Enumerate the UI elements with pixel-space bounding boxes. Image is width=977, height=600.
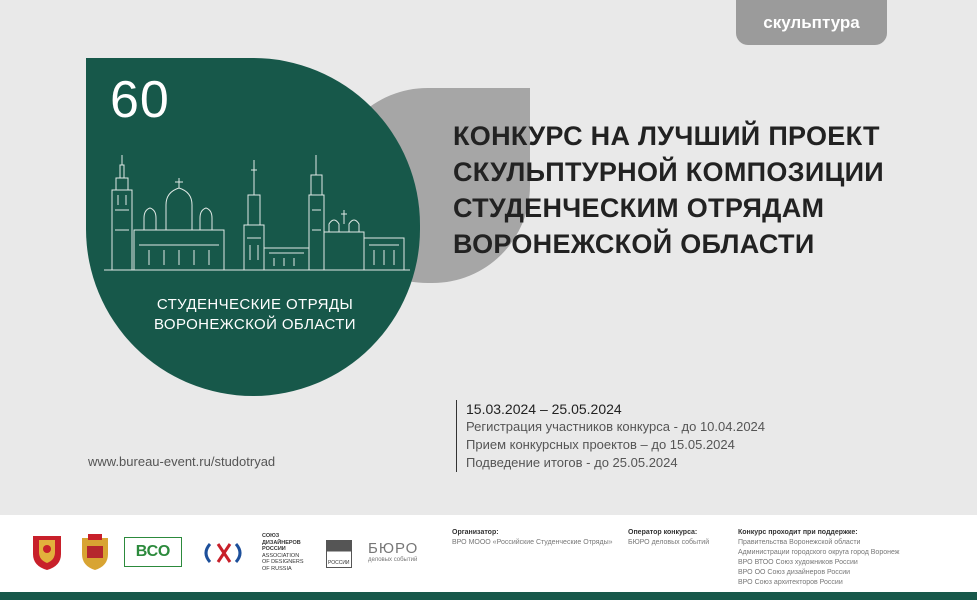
category-badge: скульптура	[736, 0, 887, 45]
vso-logo: ВСО	[124, 537, 182, 567]
footer-stripe	[0, 592, 977, 600]
emblem-subtitle-line1: СТУДЕНЧЕСКИЕ ОТРЯДЫ	[156, 296, 354, 313]
voronezh-skyline-icon	[104, 150, 410, 275]
contest-period: 15.03.2024 – 25.05.2024	[466, 401, 622, 417]
headline-line: ВОРОНЕЖСКОЙ ОБЛАСТИ	[453, 229, 815, 259]
buro-logo: БЮРО деловых событий	[368, 540, 419, 563]
emblem-subtitle	[120, 295, 390, 335]
date-item: Прием конкурсных проектов – до 15.05.2024	[466, 437, 735, 452]
dates-block	[456, 400, 765, 472]
contest-headline	[453, 118, 953, 262]
anniversary-number: 60	[110, 71, 170, 129]
organizer-info: Организатор: ВРО МООО «Российские Студенческие Отряды»	[452, 529, 613, 546]
voronezh-region-coat-of-arms-icon	[27, 532, 67, 572]
voronezh-city-coat-of-arms-icon	[78, 532, 112, 572]
date-item: Регистрация участников конкурса - до 10.04.2024	[466, 419, 766, 434]
date-item: Подведение итогов - до 25.05.2024	[466, 455, 678, 470]
designers-union-logo: СОЮЗ ДИЗАЙНЕРОВ РОССИИ ASSOCIATION OF DESIGNERS OF RUSSIA	[262, 533, 304, 572]
architects-union-logo: РОССИИ	[326, 540, 352, 568]
emblem-subtitle-line2: ВОРОНЕЖСКОЙ ОБЛАСТИ	[154, 316, 356, 333]
rso-logo-icon	[200, 540, 246, 566]
support-info: Конкурс проходит при поддержке: Правительства Воронежской области Администрации городского округа город Воронеж ВРО ВТОО Союз художников России ВРО ОО Союз дизайнеров России ВРО Союз архитекторов России	[738, 529, 900, 586]
headline-line: КОНКУРС НА ЛУЧШИЙ ПРОЕКТ	[453, 121, 880, 151]
website-link[interactable]: www.bureau-event.ru/studotryad	[88, 454, 276, 469]
headline-line: СТУДЕНЧЕСКИМ ОТРЯДАМ	[453, 193, 825, 223]
headline-line: СКУЛЬПТУРНОЙ КОМПОЗИЦИИ	[453, 157, 885, 187]
operator-info: Оператор конкурса: БЮРО деловых событий	[628, 529, 710, 546]
